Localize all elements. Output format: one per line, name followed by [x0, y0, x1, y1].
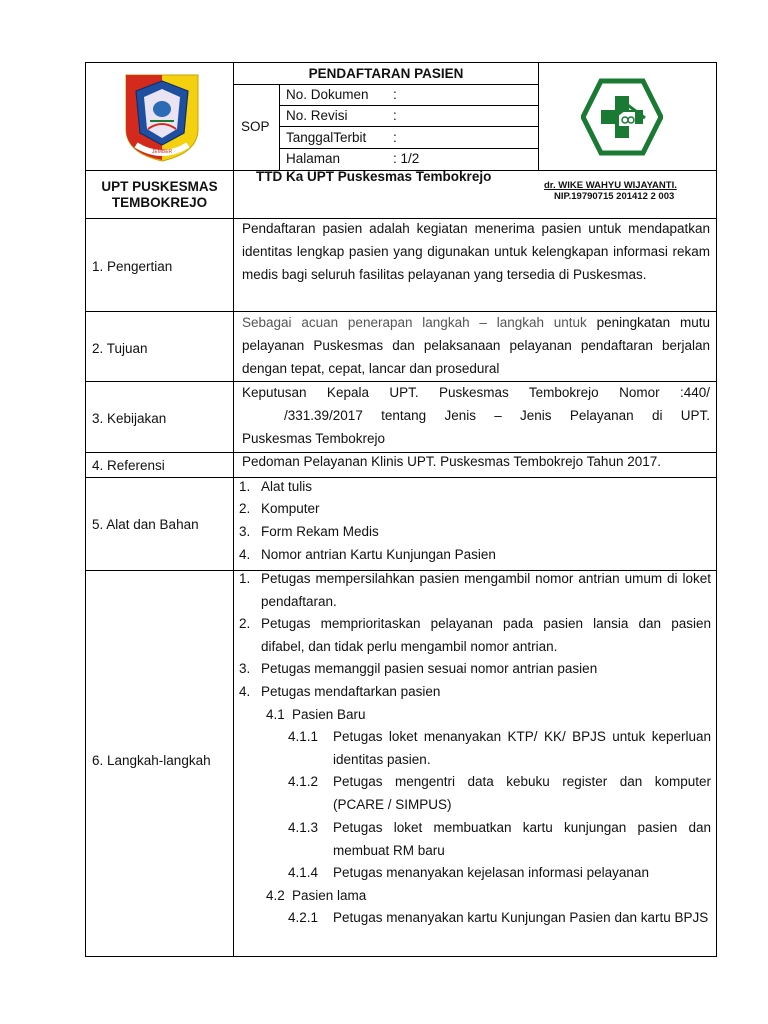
puskesmas-hexagon-icon — [581, 78, 663, 156]
list-item: 1. Alat tulis — [239, 479, 313, 494]
field-value-no-revisi: : — [393, 108, 397, 123]
kebijakan-text: Keputusan Kepala UPT. Puskesmas Tembokrejo Nomor :440/ /331.39/2017 tentang Jenis – Jenis Pelayanan di UPT. Puskesmas Tembokrejo — [242, 385, 710, 446]
row-line-field2 — [279, 126, 539, 127]
regency-shield-icon — [122, 71, 202, 163]
list-item: 4.2.1 Petugas menanyakan kartu Kunjungan Pasien dan kartu BPJS — [288, 910, 709, 925]
label-pengertian: 1. Pengertian — [92, 259, 173, 274]
list-item: 4.1.1 Petugas loket menanyakan KTP/ KK/ BPJS untuk keperluan identitas pasien. — [288, 729, 711, 767]
tujuan-text-gray: Sebagai acuan penerapan langkah – langkah untuk — [242, 315, 597, 330]
label-tujuan: 2. Tujuan — [92, 341, 148, 356]
list-item: 4.1.4 Petugas menanyakan kejelasan informasi pelayanan — [288, 865, 649, 880]
svg-text:JEMBER: JEMBER — [151, 149, 173, 155]
subheading-pasien-baru: 4.1 Pasien Baru — [266, 707, 366, 722]
list-item: 3. Petugas memanggil pasien sesuai nomor antrian pasien — [239, 661, 598, 676]
org-name-line1: UPT PUSKESMAS — [101, 179, 218, 194]
pengertian-text: Pendaftaran pasien adalah kegiatan menerima pasien untuk mendapatkan identitas lengkap pasien yang digunakan untuk kelengkapan informasi rekam medis bagi seluruh fasilitas pelayanan yang tersedia di Puskesmas. — [242, 221, 710, 282]
col-divider-left — [233, 63, 234, 957]
label-kebijakan: 3. Kebijakan — [92, 411, 167, 426]
tujuan-text-main: peningkatan mutu pelayanan Puskesmas dan pelaksanaan pelayanan pendaftaran berjalan dengan tepat, cepat, lancar dan prosedural — [242, 315, 710, 376]
label-alat-bahan: 5. Alat dan Bahan — [92, 517, 199, 532]
field-value-no-dokumen: : — [393, 87, 397, 102]
ttd-label: TTD Ka UPT Puskesmas Tembokrejo — [256, 169, 492, 184]
list-item: 1. Petugas mempersilahkan pasien mengambil nomor antrian umum di loket pendaftaran. — [239, 571, 711, 609]
col-divider-sop — [279, 85, 280, 170]
sop-document — [85, 62, 717, 957]
list-item: 4. Petugas mendaftarkan pasien — [239, 684, 441, 699]
row-line-kebijakan — [86, 452, 717, 453]
field-value-tanggal-terbit: : — [393, 130, 397, 145]
org-name-line2: TEMBOKREJO — [111, 195, 208, 210]
puskesmas-logo — [581, 78, 663, 156]
list-item: 4.1.2 Petugas mengentri data kebuku register dan komputer (PCARE / SIMPUS) — [288, 774, 711, 812]
row-line-title — [233, 84, 539, 85]
signer-nip: NIP.19790715 201412 2 003 — [554, 191, 675, 202]
label-referensi: 4. Referensi — [92, 458, 165, 473]
list-item: 4. Nomor antrian Kartu Kunjungan Pasien — [239, 547, 496, 562]
list-item: 3. Form Rekam Medis — [239, 524, 379, 539]
row-line-field1 — [279, 105, 539, 106]
regency-logo — [122, 71, 202, 163]
field-value-halaman: : 1/2 — [393, 151, 420, 166]
field-label-halaman: Halaman — [286, 151, 341, 166]
sop-label: SOP — [241, 119, 270, 134]
field-label-no-revisi: No. Revisi — [286, 108, 348, 123]
referensi-text: Pedoman Pelayanan Klinis UPT. Puskesmas Tembokrejo Tahun 2017. — [242, 454, 661, 469]
list-item: 2. Komputer — [239, 501, 320, 516]
field-label-no-dokumen: No. Dokumen — [286, 87, 369, 102]
tujuan-text — [242, 312, 710, 380]
subheading-pasien-lama: 4.2 Pasien lama — [266, 888, 367, 903]
label-langkah: 6. Langkah-langkah — [92, 753, 211, 768]
signer-name: dr. WIKE WAHYU WIJAYANTI. — [544, 180, 677, 191]
row-line-field3 — [279, 148, 539, 149]
list-item: 2. Petugas memprioritaskan pelayanan pada pasien lansia dan pasien difabel, dan tidak perlu mengambil nomor antrian. — [239, 616, 711, 654]
field-label-tanggal-terbit: TanggalTerbit — [286, 130, 367, 145]
document-title: PENDAFTARAN PASIEN — [308, 66, 464, 81]
list-item: 4.1.3 Petugas loket membuatkan kartu kunjungan pasien dan membuat RM baru — [288, 820, 711, 858]
